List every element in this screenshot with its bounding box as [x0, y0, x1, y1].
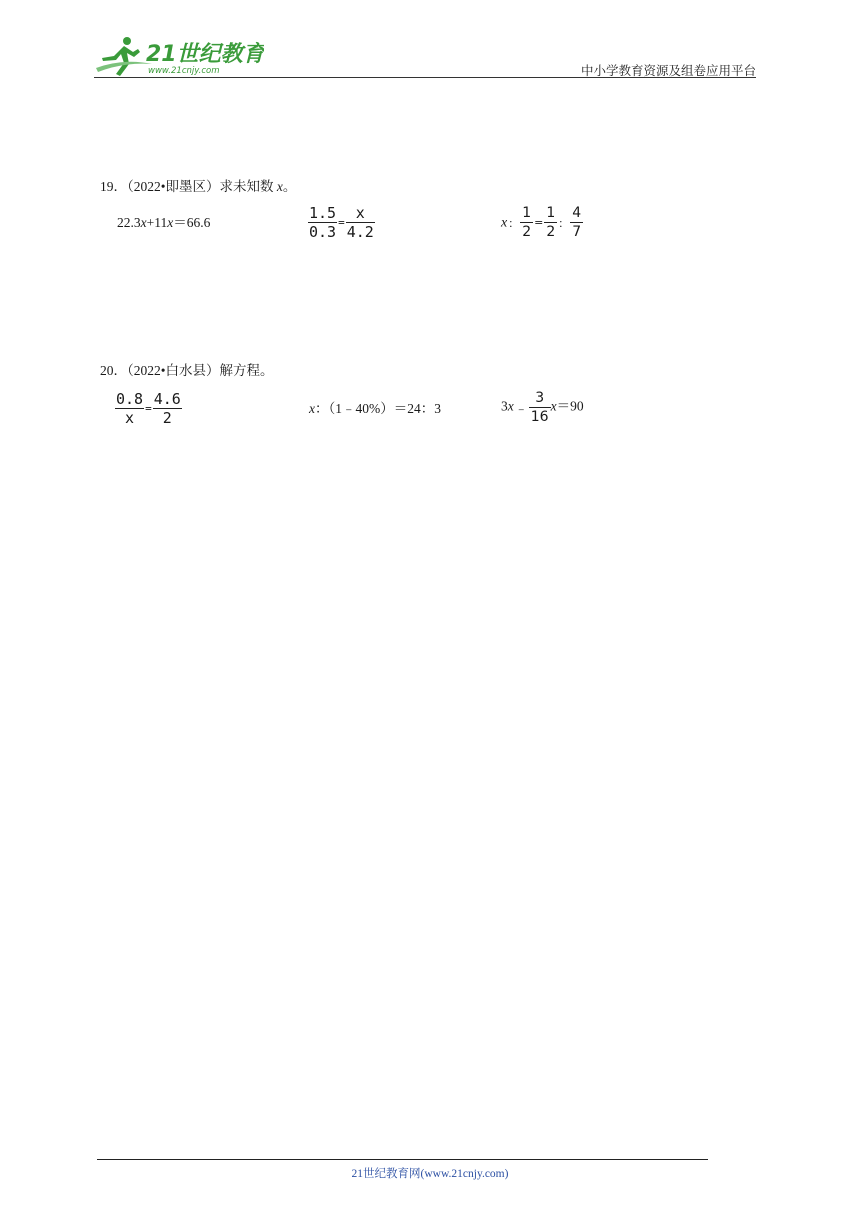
logo-wordmark: 21世纪教育: [146, 42, 264, 67]
q19-equation-2: $\frac{1.5}{0.3}$ = $\frac{x}{4.2}$: [309, 204, 374, 241]
question-prompt: 解方程。: [219, 363, 274, 378]
fraction: $\frac{4}{7}$: [572, 205, 582, 240]
header-divider: [94, 77, 756, 78]
logo-url: www.21cnjy.com: [148, 66, 220, 76]
q20-equation-3: 3x﹣ $\frac{3}{16}$ x＝90: [501, 390, 584, 425]
fraction: $\frac{0.8}{x}$: [116, 390, 144, 427]
question-prompt: 求未知数: [219, 179, 274, 194]
fraction: $\frac{1}{2}$: [546, 205, 556, 240]
footer-link[interactable]: 21世纪教育网(www.21cnjy.com): [351, 1168, 509, 1180]
q20-equation-1: $\frac{0.8}{x}$ = $\frac{4.6}{2}$: [116, 390, 181, 427]
question-19-title: 19．（2022•即墨区）求未知数 x。: [100, 179, 297, 194]
fraction: $\frac{1}{2}$: [522, 205, 532, 240]
question-number: 20．: [100, 363, 127, 378]
question-number: 19．: [100, 179, 127, 194]
q19-equation-3: x： $\frac{1}{2}$ = $\frac{1}{2}$ ： $\frac{4}{7}$: [501, 205, 582, 240]
variable: x: [276, 179, 283, 194]
site-logo: [94, 34, 264, 78]
fraction: $\frac{1.5}{0.3}$: [309, 204, 337, 241]
q19-equation-1: 22.3x+11x＝66.6: [117, 215, 211, 230]
footer-divider: [97, 1159, 708, 1160]
fraction: $\frac{x}{4.2}$: [346, 204, 374, 241]
question-source: （2022•即墨区）: [127, 179, 220, 194]
question-20-title: [100, 359, 273, 379]
fraction: $\frac{3}{16}$: [530, 390, 549, 425]
q20-equation-2: x：（1﹣40%）＝24：3: [309, 401, 441, 416]
fraction: $\frac{4.6}{2}$: [153, 390, 181, 427]
header-tagline: 中小学教育资源及组卷应用平台: [580, 64, 756, 78]
runner-icon: [96, 37, 152, 76]
question-source: （2022•白水县）: [127, 363, 220, 378]
